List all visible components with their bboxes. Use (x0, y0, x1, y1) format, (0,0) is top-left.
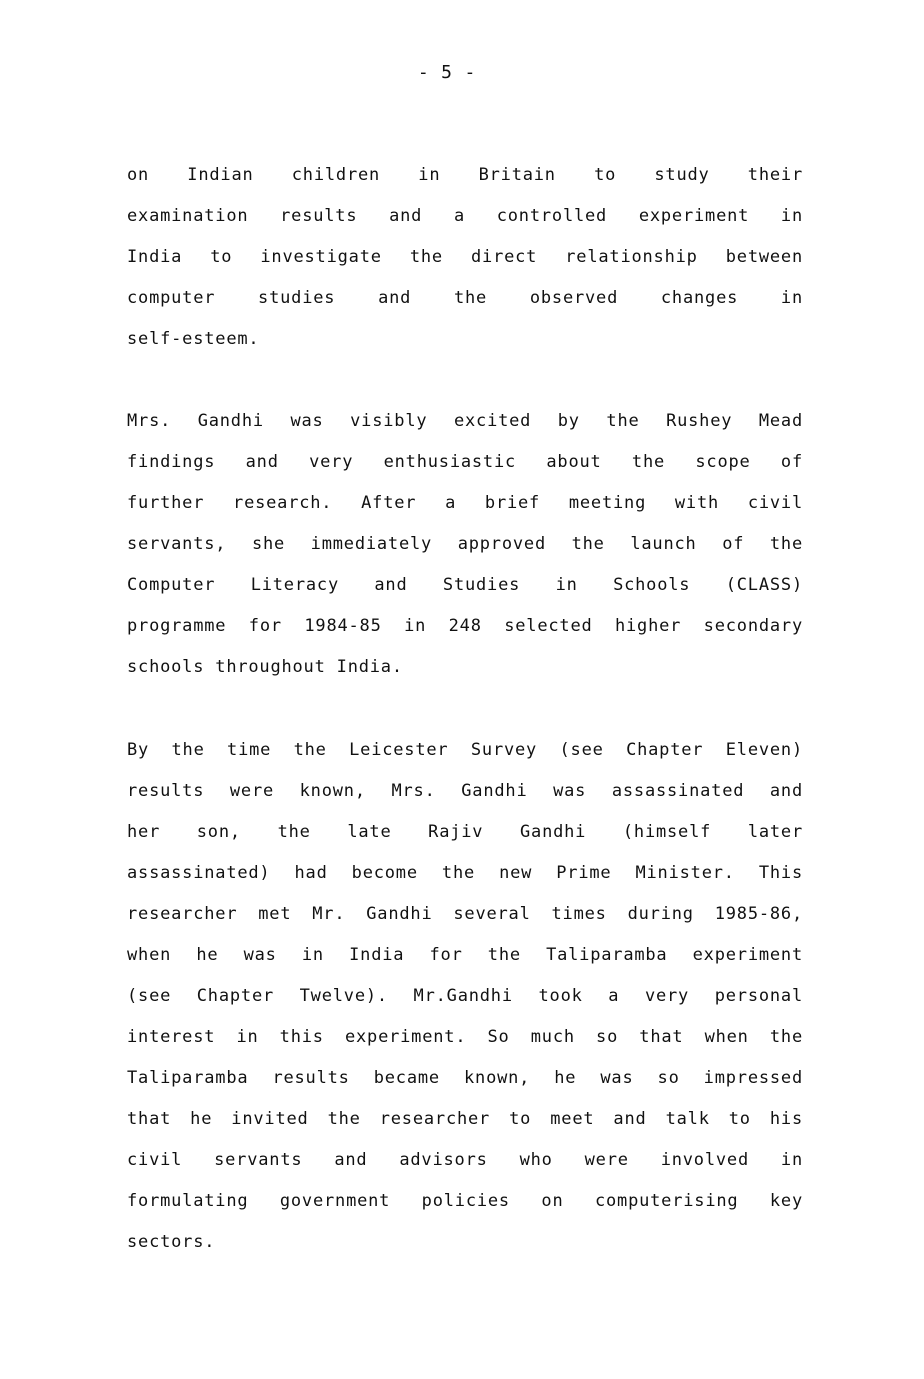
text-line: that he invited the researcher to meet and talk to his (127, 1109, 803, 1129)
text-line: assassinated) had become the new Prime Minister. This (127, 863, 803, 883)
text-line: her son, the late Rajiv Gandhi (himself later (127, 822, 803, 842)
text-line: further research. After a brief meeting with civil (127, 493, 803, 513)
text-line: schools throughout India. (127, 657, 403, 677)
text-line: Computer Literacy and Studies in Schools (CLASS) (127, 575, 803, 595)
text-line: By the time the Leicester Survey (see Chapter Eleven) (127, 740, 803, 760)
paragraph-1 (127, 162, 803, 367)
text-line: on Indian children in Britain to study their (127, 165, 803, 185)
text-line: examination results and a controlled experiment in (127, 206, 803, 226)
paragraph-3 (127, 737, 803, 1270)
text-line: civil servants and advisors who were involved in (127, 1150, 803, 1170)
text-line: programme for 1984-85 in 248 selected higher secondary (127, 616, 803, 636)
text-line: when he was in India for the Taliparamba experiment (127, 945, 803, 965)
text-line: Taliparamba results became known, he was so impressed (127, 1068, 803, 1088)
text-line: Mrs. Gandhi was visibly excited by the Rushey Mead (127, 411, 803, 431)
text-line: results were known, Mrs. Gandhi was assassinated and (127, 781, 803, 801)
text-line: self-esteem. (127, 329, 260, 349)
text-line: servants, she immediately approved the launch of the (127, 534, 803, 554)
text-line: findings and very enthusiastic about the scope of (127, 452, 803, 472)
paragraph-2 (127, 408, 803, 695)
text-line: sectors. (127, 1232, 216, 1252)
page-number: - 5 - (417, 62, 477, 83)
text-line: researcher met Mr. Gandhi several times during 1985-86, (127, 904, 803, 924)
text-line: computer studies and the observed changes in (127, 288, 803, 308)
text-line: (see Chapter Twelve). Mr.Gandhi took a very personal (127, 986, 803, 1006)
text-line: India to investigate the direct relationship between (127, 247, 803, 267)
text-line: interest in this experiment. So much so that when the (127, 1027, 803, 1047)
text-line: formulating government policies on computerising key (127, 1191, 803, 1211)
